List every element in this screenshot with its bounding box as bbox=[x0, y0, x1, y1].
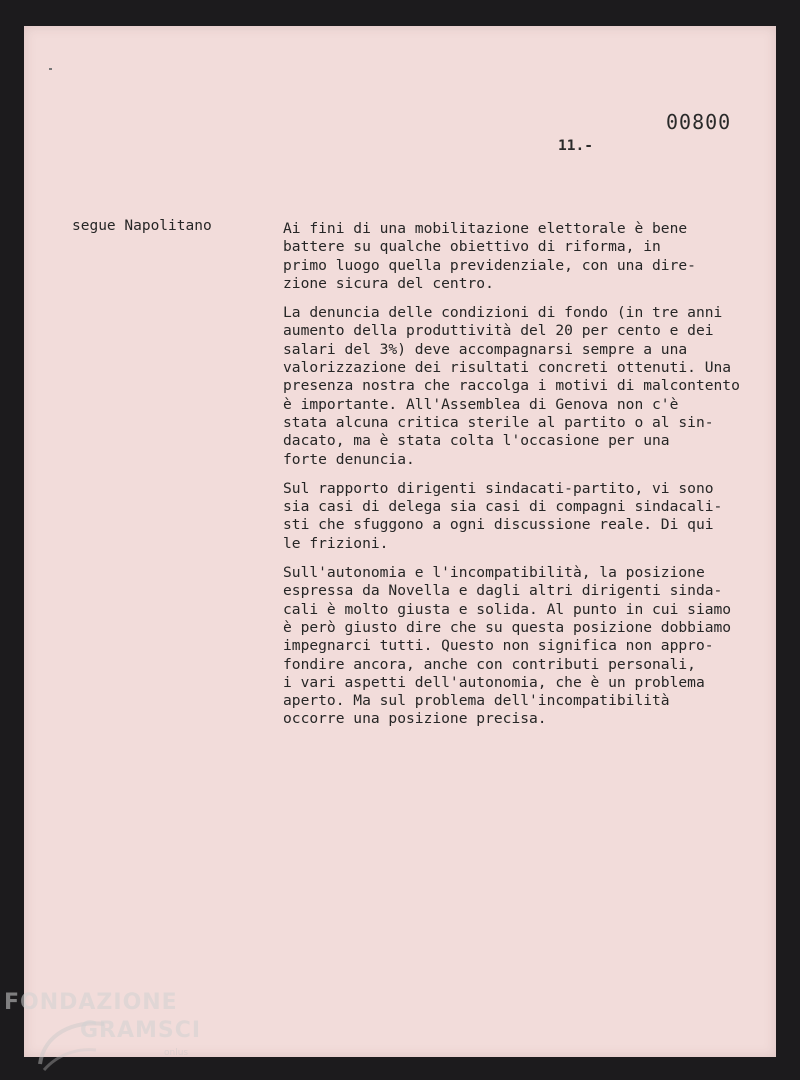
paragraph: La denuncia delle condizioni di fondo (in tre anni aumento della produttività del 20 per cento e dei salari del 3%) deve accompagnarsi sempre a una valorizzazione dei risultati concreti ottenuti. Una presenza nostra che raccolga i motivi di malcontento è importante. All'Assemblea di Genova non c'è stata alcuna critica sterile al partito o al sin- dacato, ma è stata colta l'occasione per una forte denuncia. bbox=[283, 304, 740, 468]
watermark-line-3: onlus bbox=[164, 1048, 189, 1058]
stray-mark bbox=[49, 68, 52, 70]
document-number: 00800 bbox=[666, 110, 732, 134]
fondazione-gramsci-watermark bbox=[4, 990, 204, 1076]
page-number: 11.- bbox=[558, 138, 593, 154]
watermark-line-1: FONDAZIONE bbox=[4, 990, 178, 1015]
paragraph: Ai fini di una mobilitazione elettorale è bene battere su qualche obiettivo di riforma, in primo luogo quella previdenziale, con una dire- zione sicura del centro. bbox=[283, 220, 696, 292]
document-body bbox=[283, 220, 773, 740]
speaker-label: segue Napolitano bbox=[72, 218, 212, 234]
paragraph: Sul rapporto dirigenti sindacati-partito, vi sono sia casi di delega sia casi di compagni sindacali- sti che sfuggono a ogni discussione reale. Di qui le frizioni. bbox=[283, 479, 723, 552]
watermark-line-2: GRAMSCI bbox=[80, 1018, 202, 1043]
paragraph: Sull'autonomia e l'incompatibilità, la posizione espressa da Novella e dagli altri dirigenti sinda- cali è molto giusta e solida. Al punto in cui siamo è però giusto dire che su questa posizione dobbiamo impegnarci tutti. Questo non significa non appro- fondire ancora, anche con contributi personali, i vari aspetti dell'autonomia, che è un problema aperto. Ma sul problema dell'incompatibilità occorre una posizione precisa. bbox=[283, 564, 732, 728]
document-page bbox=[24, 26, 776, 1057]
